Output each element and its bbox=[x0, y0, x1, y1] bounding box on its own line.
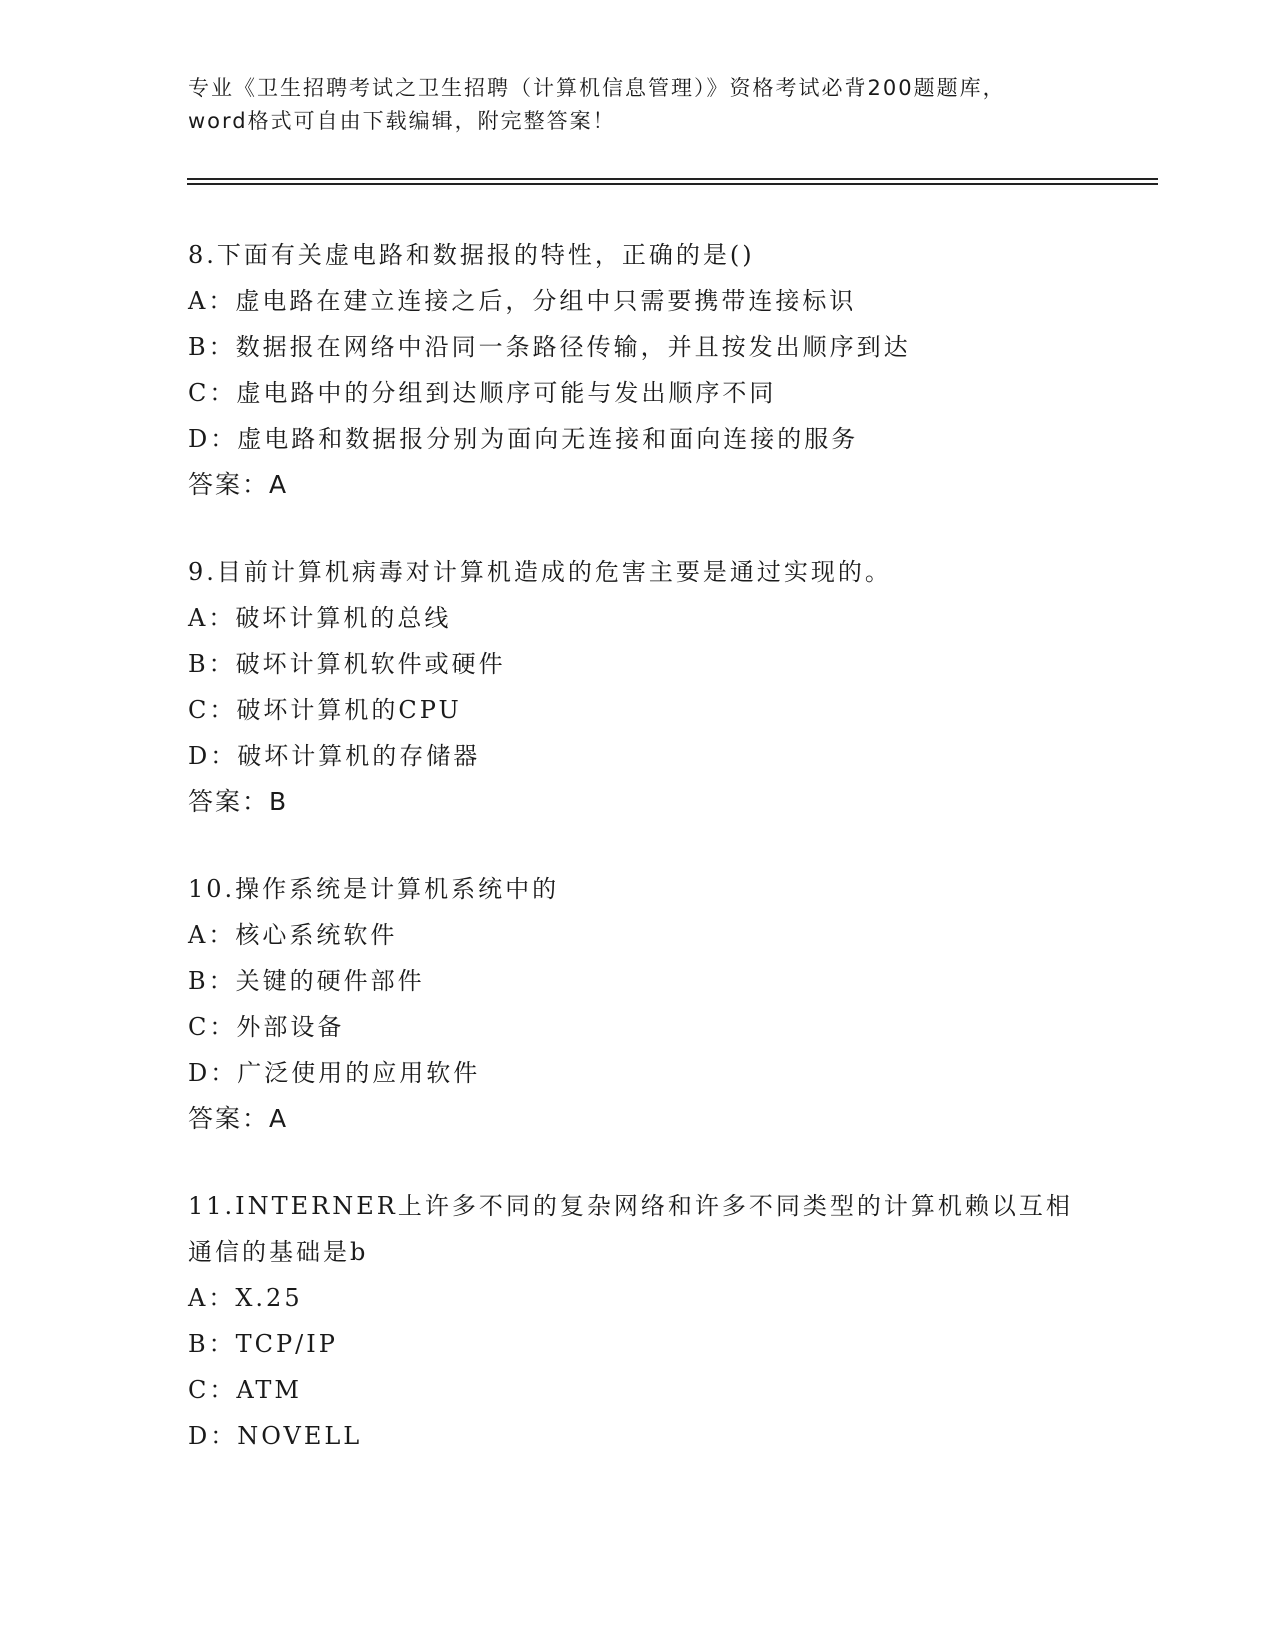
option-c: C：虚电路中的分组到达顺序可能与发出顺序不同 bbox=[188, 379, 777, 407]
question-text: 8.下面有关虚电路和数据报的特性，正确的是() bbox=[188, 241, 755, 269]
option-b: B：TCP/IP bbox=[188, 1330, 338, 1358]
option-b: B：破坏计算机软件或硬件 bbox=[188, 650, 506, 678]
question-10 bbox=[188, 866, 1108, 1142]
question-8 bbox=[188, 232, 1108, 508]
question-text: 10.操作系统是计算机系统中的 bbox=[188, 875, 560, 903]
option-d: D：破坏计算机的存储器 bbox=[188, 742, 481, 770]
question-list bbox=[188, 232, 1108, 1500]
option-c: C：ATM bbox=[188, 1376, 302, 1404]
question-text-line-1: 11.INTERNER上许多不同的复杂网络和许多不同类型的计算机赖以互相 bbox=[188, 1192, 1073, 1220]
header-divider-bottom bbox=[187, 183, 1158, 185]
option-a: A：破坏计算机的总线 bbox=[188, 604, 452, 632]
option-b: B：关键的硬件部件 bbox=[188, 967, 425, 995]
question-11 bbox=[188, 1183, 1108, 1459]
option-d: D：虚电路和数据报分别为面向无连接和面向连接的服务 bbox=[188, 425, 859, 453]
document-header bbox=[188, 72, 1088, 138]
question-9 bbox=[188, 549, 1108, 825]
header-divider-top bbox=[187, 178, 1158, 180]
option-a: A：核心系统软件 bbox=[188, 921, 398, 949]
option-a: A：X.25 bbox=[188, 1284, 303, 1312]
option-d: D：广泛使用的应用软件 bbox=[188, 1059, 481, 1087]
answer: 答案：A bbox=[188, 470, 289, 499]
question-text: 9.目前计算机病毒对计算机造成的危害主要是通过实现的。 bbox=[188, 558, 892, 586]
option-a: A：虚电路在建立连接之后，分组中只需要携带连接标识 bbox=[188, 287, 857, 315]
option-b: B：数据报在网络中沿同一条路径传输，并且按发出顺序到达 bbox=[188, 333, 911, 361]
answer: 答案：B bbox=[188, 787, 289, 816]
option-d: D：NOVELL bbox=[188, 1422, 363, 1450]
option-c: C：外部设备 bbox=[188, 1013, 345, 1041]
answer: 答案：A bbox=[188, 1104, 289, 1133]
question-text-line-2: 通信的基础是b bbox=[188, 1238, 369, 1266]
header-line-2: word格式可自由下载编辑，附完整答案！ bbox=[188, 109, 616, 133]
header-line-1: 专业《卫生招聘考试之卫生招聘（计算机信息管理）》资格考试必背200题题库， bbox=[188, 76, 1006, 100]
option-c: C：破坏计算机的CPU bbox=[188, 696, 462, 724]
